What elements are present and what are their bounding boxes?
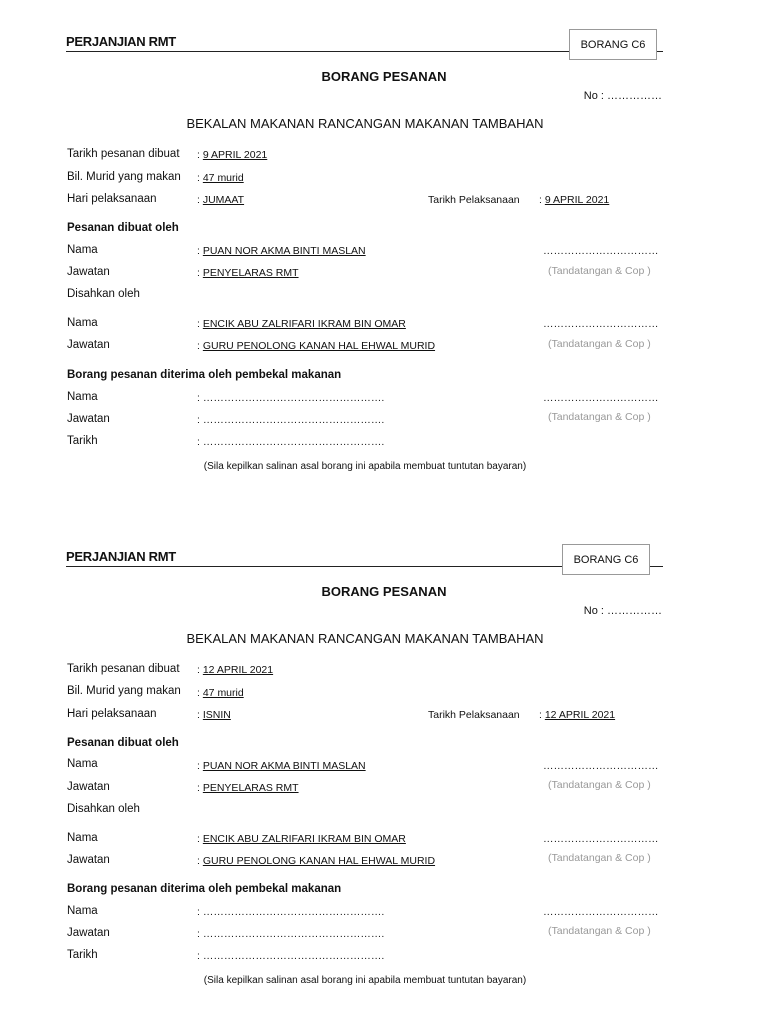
impl-date-label: Tarikh Pelaksanaan <box>428 709 520 721</box>
approver-name-value: : ENCIK ABU ZALRIFARI IKRAM BIN OMAR <box>197 318 406 330</box>
orderer-position-text: PENYELARAS RMT <box>202 782 299 794</box>
approver-position-text: GURU PENOLONG KANAN HAL EHWAL MURID <box>202 340 436 352</box>
received-heading: Borang pesanan diterima oleh pembekal makanan <box>67 883 342 895</box>
order-date-label: Tarikh pesanan dibuat <box>67 148 180 160</box>
approver-name-value: : ENCIK ABU ZALRIFARI IKRAM BIN OMAR <box>197 833 406 845</box>
supplier-position-blank: : ……………………………………………. <box>197 414 385 426</box>
approver-position-label: Jawatan <box>67 339 110 351</box>
form-code-box <box>562 544 650 575</box>
impl-date-text: 12 APRIL 2021 <box>544 709 616 721</box>
orderer-name-value: : PUAN NOR AKMA BINTI MASLAN <box>197 760 366 772</box>
approved-by-label: Disahkan oleh <box>67 803 140 815</box>
approver-position-value: : GURU PENOLONG KANAN HAL EHWAL MURID <box>197 340 436 352</box>
supplier-signature-line: …………………………… <box>543 906 659 918</box>
day-text: ISNIN <box>202 709 231 721</box>
supplier-position-label: Jawatan <box>67 413 110 425</box>
impl-date-label: Tarikh Pelaksanaan <box>428 194 520 206</box>
supplier-date-label: Tarikh <box>67 435 98 447</box>
approver-signature-caption: (Tandatangan & Cop ) <box>548 852 651 864</box>
supplier-signature-line: …………………………… <box>543 392 659 404</box>
order-date-value: : 9 APRIL 2021 <box>197 149 268 161</box>
orderer-position-label: Jawatan <box>67 266 110 278</box>
orderer-position-text: PENYELARAS RMT <box>202 267 299 279</box>
orderer-signature-line: …………………………… <box>543 760 659 772</box>
students-text: 47 murid <box>202 172 244 184</box>
students-value: : 47 murid <box>197 172 244 184</box>
form-note: (Sila kepilkan salinan asal borang ini apabila membuat tuntutan bayaran) <box>203 461 527 472</box>
supplier-name-blank: : ……………………………………………. <box>197 392 385 404</box>
ordered-by-heading: Pesanan dibuat oleh <box>67 737 179 749</box>
order-date-label: Tarikh pesanan dibuat <box>67 663 180 675</box>
ordered-by-heading: Pesanan dibuat oleh <box>67 222 179 234</box>
approved-by-label: Disahkan oleh <box>67 288 140 300</box>
supplier-signature-caption: (Tandatangan & Cop ) <box>548 925 651 937</box>
orderer-name-text: PUAN NOR AKMA BINTI MASLAN <box>202 245 366 257</box>
supplier-position-label: Jawatan <box>67 927 110 939</box>
approver-signature-line: …………………………… <box>543 833 659 845</box>
supplier-date-blank: : ……………………………………………. <box>197 950 385 962</box>
form-code: BORANG C6 <box>580 38 646 51</box>
day-label: Hari pelaksanaan <box>67 193 157 205</box>
approver-name-text: ENCIK ABU ZALRIFARI IKRAM BIN OMAR <box>202 318 406 330</box>
header-title: PERJANJIAN RMT <box>66 34 176 49</box>
supplier-name-label: Nama <box>67 391 98 403</box>
students-label: Bil. Murid yang makan <box>67 171 181 183</box>
order-date-text: 12 APRIL 2021 <box>202 664 274 676</box>
orderer-name-value: : PUAN NOR AKMA BINTI MASLAN <box>197 245 366 257</box>
approver-name-text: ENCIK ABU ZALRIFARI IKRAM BIN OMAR <box>202 833 406 845</box>
orderer-signature-line: …………………………… <box>543 245 659 257</box>
impl-date-value: : 9 APRIL 2021 <box>539 194 610 206</box>
orderer-position-label: Jawatan <box>67 781 110 793</box>
orderer-position-value: : PENYELARAS RMT <box>197 782 299 794</box>
day-text: JUMAAT <box>202 194 245 206</box>
order-date-value: : 12 APRIL 2021 <box>197 664 274 676</box>
students-text: 47 murid <box>202 687 244 699</box>
approver-position-text: GURU PENOLONG KANAN HAL EHWAL MURID <box>202 855 436 867</box>
supplier-signature-caption: (Tandatangan & Cop ) <box>548 411 651 423</box>
supplier-date-label: Tarikh <box>67 949 98 961</box>
orderer-signature-caption: (Tandatangan & Cop ) <box>548 265 651 277</box>
approver-position-value: : GURU PENOLONG KANAN HAL EHWAL MURID <box>197 855 436 867</box>
impl-date-value: : 12 APRIL 2021 <box>539 709 616 721</box>
supplier-name-label: Nama <box>67 905 98 917</box>
form-subtitle: BEKALAN MAKANAN RANCANGAN MAKANAN TAMBAHAN <box>186 116 544 131</box>
impl-date-text: 9 APRIL 2021 <box>544 194 610 206</box>
orderer-signature-caption: (Tandatangan & Cop ) <box>548 779 651 791</box>
orderer-position-value: : PENYELARAS RMT <box>197 267 299 279</box>
day-value: : JUMAAT <box>197 194 245 206</box>
form-title: BORANG PESANAN <box>321 584 447 599</box>
form-number: No : …………… <box>583 90 662 102</box>
orderer-name-label: Nama <box>67 244 98 256</box>
day-value: : ISNIN <box>197 709 231 721</box>
students-label: Bil. Murid yang makan <box>67 685 181 697</box>
day-label: Hari pelaksanaan <box>67 708 157 720</box>
form-code: BORANG C6 <box>573 553 639 566</box>
form-number: No : …………… <box>583 605 662 617</box>
supplier-date-blank: : ……………………………………………. <box>197 436 385 448</box>
approver-signature-caption: (Tandatangan & Cop ) <box>548 338 651 350</box>
received-heading: Borang pesanan diterima oleh pembekal makanan <box>67 369 342 381</box>
approver-signature-line: …………………………… <box>543 318 659 330</box>
form-title: BORANG PESANAN <box>321 69 447 84</box>
form-code-box <box>569 29 657 60</box>
approver-name-label: Nama <box>67 832 98 844</box>
header-title: PERJANJIAN RMT <box>66 549 176 564</box>
approver-position-label: Jawatan <box>67 854 110 866</box>
order-form-2 <box>0 549 768 1035</box>
form-subtitle: BEKALAN MAKANAN RANCANGAN MAKANAN TAMBAHAN <box>186 631 544 646</box>
orderer-name-text: PUAN NOR AKMA BINTI MASLAN <box>202 760 366 772</box>
order-form-1 <box>0 34 768 520</box>
supplier-position-blank: : ……………………………………………. <box>197 928 385 940</box>
students-value: : 47 murid <box>197 687 244 699</box>
orderer-name-label: Nama <box>67 758 98 770</box>
approver-name-label: Nama <box>67 317 98 329</box>
order-date-text: 9 APRIL 2021 <box>202 149 268 161</box>
supplier-name-blank: : ……………………………………………. <box>197 906 385 918</box>
form-note: (Sila kepilkan salinan asal borang ini apabila membuat tuntutan bayaran) <box>203 975 527 986</box>
